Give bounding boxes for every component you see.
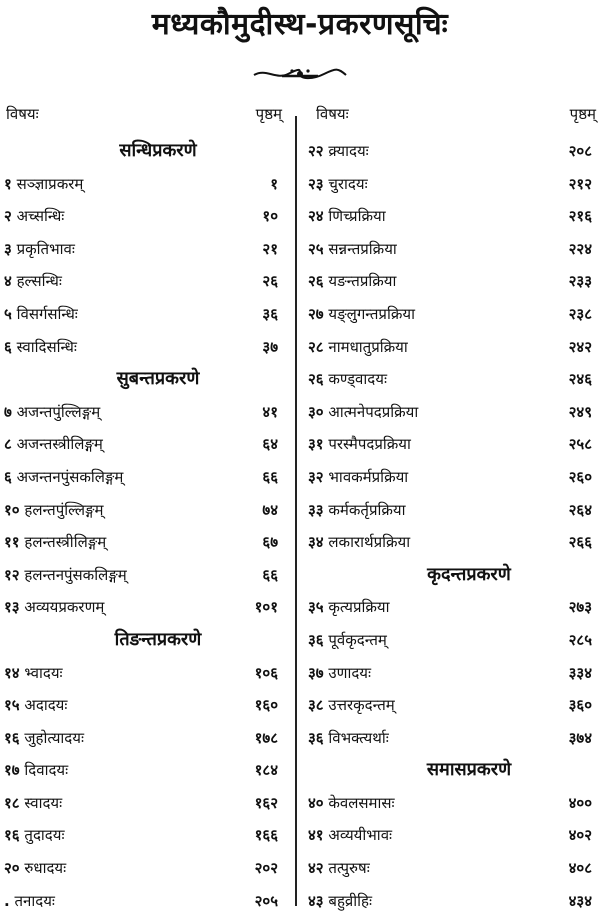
toc-entry-number: १४ (4, 663, 20, 682)
toc-entry-number: १५ (4, 696, 20, 715)
toc-entry-page: १६६ (254, 826, 278, 845)
toc-entry-page: ३६ (262, 304, 278, 323)
toc-entry-number: ३४ (308, 533, 324, 552)
toc-entry-page: ४१ (262, 402, 278, 421)
toc-entry-title: परस्मैपदप्रक्रिया (328, 435, 411, 454)
left-column-header (0, 100, 296, 134)
toc-entry-page: २०८ (568, 142, 592, 160)
toc-entry-label (4, 467, 123, 487)
header-page: पृष्ठम् (255, 105, 282, 123)
toc-entry-title: दिवादयः (24, 761, 69, 780)
toc-entry-title: अजन्तनपुंसकलिङ्गम् (16, 467, 124, 486)
toc-entry-page: २२४ (568, 239, 592, 258)
toc-entry-page: ४०८ (568, 859, 592, 878)
toc-entry-label (308, 304, 415, 324)
toc-entry-number: १२ (4, 565, 20, 584)
toc-entry-title: प्रकृतिभावः (16, 239, 75, 258)
toc-entry-title: नामधातुप्रक्रिया (328, 337, 408, 356)
toc-entry-page: ६६ (262, 467, 278, 486)
toc-entry-number: २५ (308, 239, 324, 258)
section-title: सुबन्तप्रकरणे (116, 368, 200, 390)
toc-entry-label (308, 206, 386, 226)
toc-entry-page: ३७४ (568, 728, 592, 747)
toc-entry-title: विभक्त्यर्थाः (328, 728, 389, 747)
toc-entry-number: २३ (308, 174, 324, 193)
toc-entry (0, 460, 296, 493)
toc-entry-page: २०५ (254, 891, 278, 910)
toc-entry-number: ३५ (308, 598, 324, 617)
section-heading (0, 134, 296, 167)
toc-entry-title: अदादयः (24, 696, 68, 715)
toc-entry (0, 199, 296, 232)
toc-entry-number: १३ (4, 598, 20, 617)
toc-entry (0, 818, 296, 851)
toc-entry-number: . (4, 891, 10, 910)
toc-entry (306, 330, 600, 363)
toc-entry (0, 167, 296, 200)
left-toc-list (0, 134, 296, 916)
toc-entry-number: ३७ (308, 663, 324, 682)
toc-entry-label (308, 663, 371, 683)
toc-entry-label (308, 891, 372, 911)
toc-entry-title: भावकर्मप्रक्रिया (328, 467, 409, 486)
toc-entry-label (308, 597, 390, 617)
toc-entry-title: अव्ययप्रकरणम् (24, 598, 105, 617)
toc-entry-title: कर्मकर्तृप्रक्रिया (328, 500, 406, 519)
section-title: तिङन्तप्रकरणे (114, 628, 202, 650)
toc-entry-label (4, 206, 64, 226)
toc-entry-label (308, 337, 408, 357)
toc-entry-number: १८ (4, 793, 20, 812)
toc-entry-title: क्र्यादयः (328, 142, 369, 160)
left-column (0, 100, 296, 916)
toc-entry (306, 362, 600, 395)
toc-entry-page: २५८ (568, 435, 592, 454)
toc-entry (306, 851, 600, 884)
toc-entry-title: तुदादयः (24, 826, 65, 845)
toc-entry-label (308, 630, 387, 650)
toc-entry-label (4, 695, 67, 715)
toc-entry-number: १६ (4, 826, 20, 845)
toc-entry-page: १०६ (254, 663, 278, 682)
toc-entry-page: ६४ (262, 435, 278, 454)
toc-entry-page: १०१ (254, 598, 278, 617)
right-toc-list (306, 134, 600, 916)
toc-entry (306, 688, 600, 721)
toc-entry-title: विसर्गसन्धिः (16, 304, 78, 323)
toc-entry (306, 199, 600, 232)
toc-entry-page: ३३४ (568, 663, 592, 682)
toc-entry-page: १ (270, 174, 278, 193)
toc-entry-label (4, 337, 77, 357)
section-title: समासप्रकरणे (426, 759, 512, 781)
toc-entry-page: २७३ (568, 598, 592, 617)
toc-entry (306, 590, 600, 623)
toc-entry-title: तनादयः (14, 891, 55, 910)
toc-entry-label (308, 858, 370, 878)
toc-entry-number: १० (4, 500, 20, 519)
toc-entry-title: स्वादिसन्धिः (16, 337, 77, 356)
toc-entry (306, 264, 600, 297)
toc-entry-title: सन्नन्तप्रक्रिया (328, 239, 397, 258)
section-heading (0, 362, 296, 395)
toc-entry (0, 232, 296, 265)
toc-entry-number: ४१ (308, 826, 324, 845)
toc-entry-page: १७८ (254, 728, 278, 747)
toc-entry-title: पूर्वकृदन्तम् (328, 630, 387, 649)
toc-entry-number: ३० (308, 402, 324, 421)
toc-entry-title: णिच्प्रक्रिया (328, 207, 386, 226)
toc-entry (306, 525, 600, 558)
toc-entry-title: हलन्तनपुंसकलिङ्गम् (24, 565, 127, 584)
toc-entry-title: अजन्तस्त्रीलिङ्गम् (16, 435, 103, 454)
toc-entry (306, 427, 600, 460)
toc-entry-page: २४६ (568, 370, 592, 389)
toc-entry-number: २ (4, 207, 12, 226)
toc-entry-label (4, 500, 104, 520)
toc-entry-page: ७४ (262, 500, 278, 519)
toc-entry-title: भ्वादयः (24, 663, 63, 682)
toc-entry (0, 590, 296, 623)
toc-entry (0, 330, 296, 363)
toc-entry-label (308, 532, 410, 552)
toc-entry-title: जुहोत्यादयः (24, 728, 85, 747)
toc-entry-number: ३२ (308, 467, 324, 486)
toc-entry-page: २४९ (568, 402, 592, 421)
toc-entry-number: ४० (308, 793, 324, 812)
toc-entry-title: यङ्लुगन्तप्रक्रिया (328, 304, 415, 323)
toc-entry (306, 818, 600, 851)
toc-entry-title: आत्मनेपदप्रक्रिया (328, 402, 419, 421)
toc-entry-page: ३६० (568, 696, 592, 715)
toc-entry (0, 656, 296, 689)
toc-entry-number: ३३ (308, 500, 324, 519)
header-page: पृष्ठम् (569, 105, 596, 123)
toc-entry-page: ४३४ (568, 891, 592, 910)
toc-entry-number: १ (4, 174, 12, 193)
toc-entry-title: हल्सन्धिः (16, 272, 62, 291)
toc-entry-title: चुरादयः (328, 174, 368, 193)
toc-entry-page: २३८ (568, 304, 592, 323)
toc-entry-title: कृत्यप्रक्रिया (328, 598, 390, 617)
toc-entry-page: २४२ (568, 337, 592, 356)
toc-entry-number: ४ (4, 272, 12, 291)
toc-entry-title: स्वादयः (24, 793, 63, 812)
toc-entry-page: २०२ (254, 859, 278, 878)
toc-entry-page: २६४ (568, 500, 592, 519)
toc-entry-page: ४०० (568, 793, 592, 812)
toc-entry-page: २६ (262, 272, 278, 291)
toc-entry-label (308, 728, 389, 748)
toc-entry-label (308, 239, 397, 259)
toc-entry-title: कण्ड्वादयः (328, 370, 387, 389)
toc-entry (0, 884, 296, 916)
section-heading (306, 753, 600, 786)
toc-entry (306, 884, 600, 916)
toc-entry (306, 656, 600, 689)
toc-entry (306, 721, 600, 754)
toc-entry (0, 525, 296, 558)
toc-entry-label (4, 565, 127, 585)
toc-entry-page: ३७ (262, 337, 278, 356)
toc-entry-number: ६ (4, 337, 12, 356)
toc-entry (306, 460, 600, 493)
toc-entry-page: १८४ (254, 761, 278, 780)
toc-entry-title: उणादयः (328, 663, 372, 682)
toc-entry-number: २६ (308, 370, 324, 389)
toc-entry (306, 134, 600, 167)
toc-entry (306, 786, 600, 819)
toc-entry-page: २१२ (568, 174, 592, 193)
toc-entry (0, 721, 296, 754)
toc-entry (0, 297, 296, 330)
section-heading (0, 623, 296, 656)
toc-entry (306, 623, 600, 656)
toc-entry-label (4, 434, 103, 454)
toc-entry-label (4, 239, 75, 259)
toc-entry-page: २६० (568, 467, 592, 486)
toc-entry-label (308, 369, 387, 389)
toc-entry-title: तत्पुरुषः (328, 859, 370, 878)
toc-entry-title: अव्ययीभावः (328, 826, 393, 845)
section-title: सन्धिप्रकरणे (119, 140, 197, 161)
toc-entry-page: १६० (254, 696, 278, 715)
toc-entry-title: बहुव्रीहिः (328, 891, 373, 910)
toc-entry-page: २१ (262, 239, 278, 258)
toc-entry-title: अच्सन्धिः (16, 207, 65, 226)
page-title: मध्यकौमुदीस्थ-प्रकरणसूचिः (151, 7, 449, 42)
toc-entry-label (4, 858, 66, 878)
toc-entry-number: ८ (4, 435, 12, 454)
toc-entry-title: उत्तरकृदन्तम् (328, 696, 395, 715)
toc-entry-number: ७ (4, 402, 12, 421)
toc-entry-page: ४०२ (568, 826, 592, 845)
toc-entry (0, 264, 296, 297)
toc-entry-label (308, 500, 405, 520)
toc-entry-number: ३८ (308, 696, 324, 715)
toc-entry (0, 753, 296, 786)
toc-entry-number: ४३ (308, 891, 324, 910)
toc-entry-label (308, 174, 368, 194)
toc-entry-label (4, 174, 83, 194)
toc-entry (306, 232, 600, 265)
toc-entry-label (4, 728, 84, 748)
toc-entry-page: २८५ (568, 630, 592, 649)
toc-entry (0, 427, 296, 460)
toc-entry-page: १६२ (254, 793, 278, 812)
header-subject: विषयः (6, 105, 39, 123)
right-column (306, 100, 600, 916)
toc-entry-page: २३३ (568, 272, 592, 291)
toc-entry-number: ११ (4, 533, 20, 552)
toc-entry-number: ४२ (308, 859, 324, 878)
toc-entry-title: हलन्तस्त्रीलिङ्गम् (24, 533, 107, 552)
toc-entry-label (4, 304, 78, 324)
toc-entry (0, 786, 296, 819)
toc-entry-number: २७ (308, 304, 324, 323)
toc-entry-number: ५ (4, 304, 12, 323)
toc-entry-number: २० (4, 859, 20, 878)
toc-entry-number: १६ (4, 728, 20, 747)
toc-entry-number: ३६ (308, 728, 324, 747)
toc-entry-label (4, 793, 62, 813)
toc-entry-label (4, 597, 104, 617)
toc-entry (306, 167, 600, 200)
toc-entry (306, 493, 600, 526)
toc-entry (0, 493, 296, 526)
toc-entry (0, 395, 296, 428)
toc-entry-title: रुधादयः (24, 859, 67, 878)
toc-entry-title: हलन्तपुंल्लिङ्गम् (24, 500, 104, 519)
toc-entry-label (4, 271, 62, 291)
right-column-header (306, 100, 600, 134)
toc-entry-label (308, 271, 396, 291)
toc-entry-label (308, 402, 418, 422)
toc-entry-page: २१६ (568, 207, 592, 226)
toc-entry (306, 395, 600, 428)
toc-entry-number: १७ (4, 761, 20, 780)
toc-entry-label (4, 532, 106, 552)
ornament-flourish-icon (252, 66, 348, 82)
toc-entry-page: ६७ (262, 533, 278, 552)
toc-entry-number: ३१ (308, 435, 324, 454)
toc-entry-number: ६ (4, 467, 12, 486)
toc-entry (0, 688, 296, 721)
toc-entry-page: ६६ (262, 565, 278, 584)
toc-entry-label (308, 793, 395, 813)
toc-entry-label (308, 434, 411, 454)
section-title: कृदन्तप्रकरणे (427, 563, 511, 585)
toc-entry-number: २४ (308, 207, 324, 226)
toc-entry-number: २८ (308, 337, 324, 356)
toc-entry-title: केवलसमासः (328, 793, 395, 812)
toc-entry-label (308, 695, 395, 715)
section-heading (306, 558, 600, 591)
toc-entry-label (308, 467, 408, 487)
toc-entry-number: ३६ (308, 630, 324, 649)
toc-entry-label (4, 760, 68, 780)
toc-entry-title: यङन्तप्रक्रिया (328, 272, 397, 291)
toc-entry-title: सञ्ज्ञाप्रकरम् (16, 174, 84, 193)
toc-entry-number: २२ (308, 142, 324, 160)
toc-entry-page: २६६ (568, 533, 592, 552)
toc-entry (0, 558, 296, 591)
toc-entry-label (4, 402, 100, 422)
toc-entry-label (4, 663, 63, 683)
toc-entry-label (4, 825, 65, 845)
toc-entry-title: अजन्तपुंल्लिङ्गम् (16, 402, 101, 421)
toc-entry-page: १० (262, 207, 278, 226)
toc-entry (0, 851, 296, 884)
toc-entry-label (308, 141, 369, 161)
header-subject: विषयः (316, 105, 349, 123)
toc-entry-label (308, 825, 392, 845)
toc-entry-number: २६ (308, 272, 324, 291)
toc-entry-number: ३ (4, 239, 12, 258)
toc-entry (306, 297, 600, 330)
toc-entry-label (4, 891, 55, 911)
toc-entry-title: लकारार्थप्रक्रिया (328, 533, 411, 552)
